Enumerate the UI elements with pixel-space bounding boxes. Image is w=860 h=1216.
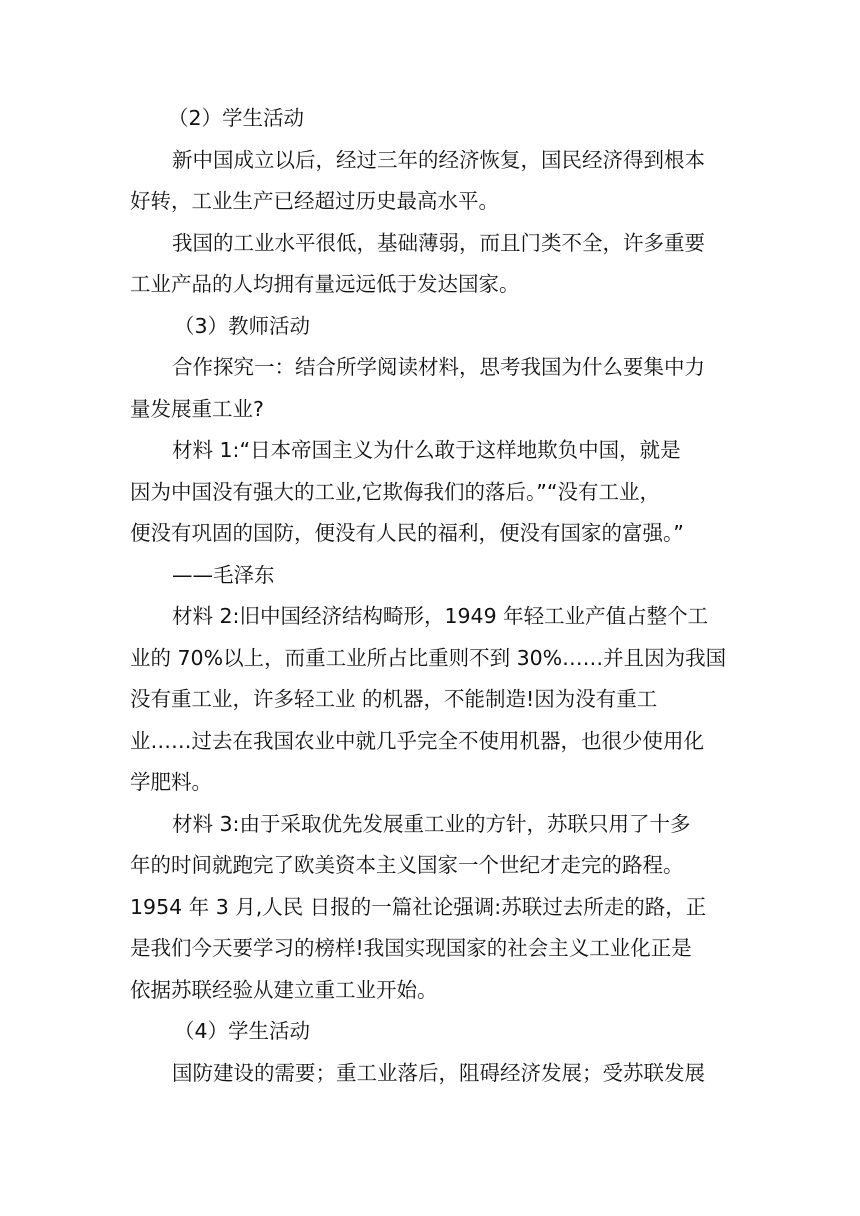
material-2-line: 业……过去在我国农业中就几乎完全不使用机器，也很少使用化 [130,728,704,753]
material-3-line: 年的时间就跑完了欧美资本主义国家一个世纪才走完的路程。 [130,853,684,877]
paragraph-line: 好转，工业生产已经超过历史最高水平。 [130,189,499,213]
paragraph-line: 工业产品的人均拥有量远远低于发达国家。 [130,272,520,296]
paragraph-line: 量发展重工业? [130,396,264,421]
material-1-line: 因为中国没有强大的工业,它欺侮我们的落后。”“没有工业， [130,479,661,504]
paragraph-line: 新中国成立以后，经过三年的经济恢复，国民经济得到根本 [172,147,705,172]
paragraph-line: 合作探究一：结合所学阅读材料，思考我国为什么要集中力 [172,355,705,379]
material-2-line: 材料 2:旧中国经济结构畸形，1949 年轻工业产值占整个工 [172,604,709,628]
document-body [130,98,734,1094]
material-3-line: 依据苏联经验从建立重工业开始。 [130,977,438,1002]
material-1-line: 便没有巩固的国防，便没有人民的福利，便没有国家的富强。” [130,521,684,545]
paragraph-line: 国防建设的需要；重工业落后，阻碍经济发展；受苏联发展 [172,1060,705,1085]
material-1-line: 材料 1:“日本帝国主义为什么敢于这样地欺负中国，就是 [172,438,681,462]
material-3-line: 是我们今天要学习的榜样!我国实现国家的社会主义工业化正是 [130,936,692,960]
material-2-line: 没有重工业，许多轻工业 的机器，不能制造!因为没有重工 [130,687,658,711]
material-2-line: 业的 70%以上，而重工业所占比重则不到 30%……并且因为我国 [130,645,727,670]
section-heading-student-activity-4: （4）学生活动 [174,1019,311,1043]
material-3-line: 1954 年 3 月,人民 日报的一篇社论强调:苏联过去所走的路，正 [130,894,707,919]
material-2-line: 学肥料。 [130,770,212,794]
section-heading-student-activity-2: （2）学生活动 [168,106,305,130]
paragraph-line: 我国的工业水平很低，基础薄弱，而且门类不全，许多重要 [172,230,705,255]
quote-attribution: ——毛泽东 [172,562,275,587]
section-heading-teacher-activity-3: （3）教师活动 [174,313,311,338]
material-3-line: 材料 3:由于采取优先发展重工业的方针，苏联只用了十多 [172,811,691,836]
